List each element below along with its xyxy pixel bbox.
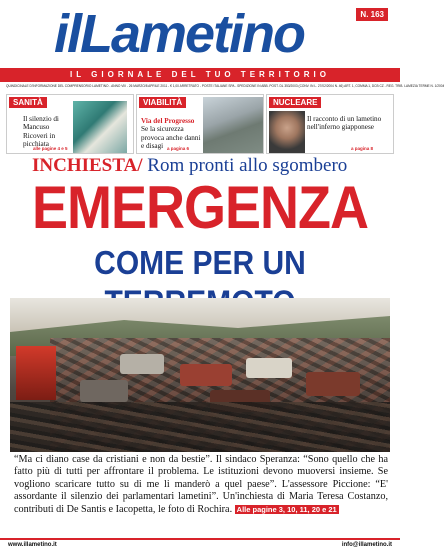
photo-car [80,380,128,402]
issue-number: N. 163 [356,8,388,21]
section-tag: NUCLEARE [269,97,321,108]
teaser-text: Via del Progresso Se la sicurezza provoca anche danni e disagi [141,117,201,150]
teaser-page-ref: a pagina 6 [167,146,190,151]
teaser-viabilita[interactable] [136,94,264,154]
legal-line: QUINDICINALE D'INFORMAZIONE DEL COMPRENSORIO LAMETINO - ANNO VIII - 26 MARZO/8 APRILE 2011 - € 1,00 ARRETRATO - POSTE ITALIANE SPA - SPEDIZIONE IN ABB. POST. DL 353/2003 (CONV. IN L. 27/02/2004 N. 46) ART. 1, COMMA 1, DCB CZ - REG. TRIB. LAMEZIA TERME N. 1/2004 [6,84,444,88]
photo-car [246,358,292,378]
teaser-lead: Via del Progresso [141,117,195,125]
teaser-text: Il silenzio di Mancuso Ricoveri in picchiata [23,115,59,148]
teaser-page-ref: a pagina 8 [351,146,374,151]
photo-car [306,372,360,396]
kicker-label: INCHIESTA/ [32,155,143,176]
main-headline: EMERGENZA [31,174,368,242]
teaser-page-ref: alle pagine 4 e 5 [33,146,68,151]
teaser-nucleare[interactable] [266,94,394,154]
section-tag: VIABILITÀ [139,97,186,108]
lead-paragraph: “Ma ci diano case da cristiani e non da bestie”. Il sindaco Speranza: “Sono quello che ha fatto più di tutti per affrontare il problema. Le istituzioni devono muoversi insieme. Se vogliono scaricare tutto su di me li manderò a quel paese”. L'assessore Piccione: “E' assordante il silenzio dei parlamentari lametini”. Un'inchiesta di Maria Teresa Costanzo, contributi di De Santis e Iacopetta, le foto di Rochira. Alle pagine 3, 10, 11, 20 e 21 [14,454,388,515]
road-photo [203,97,263,153]
photo-car [180,364,232,386]
footer [0,538,400,552]
teaser-sanita[interactable] [6,94,134,154]
tagline: IL GIORNALE DEL TUO TERRITORIO [69,70,330,79]
tagline-bar [0,68,400,82]
main-photo-wreckage [10,298,390,452]
surgery-photo [73,101,127,153]
kicker-text: Rom pronti allo sgombero [147,155,348,176]
masthead [0,0,400,68]
sub-headline: COME PER UN [94,245,306,282]
website-link[interactable]: www.illametino.it [8,542,57,548]
teaser-text: Il racconto di un lametino nell'inferno giapponese [307,115,382,132]
photo-red-truck [16,346,56,400]
section-tag: SANITÀ [9,97,47,108]
photo-debris [10,402,390,452]
pages-ref: Alle pagine 3, 10, 11, 20 e 21 [236,504,337,514]
email-link[interactable]: info@illametino.it [341,542,392,548]
portrait-photo [269,111,305,153]
newspaper-logo: ilLametino [54,4,305,64]
photo-car [120,354,164,374]
